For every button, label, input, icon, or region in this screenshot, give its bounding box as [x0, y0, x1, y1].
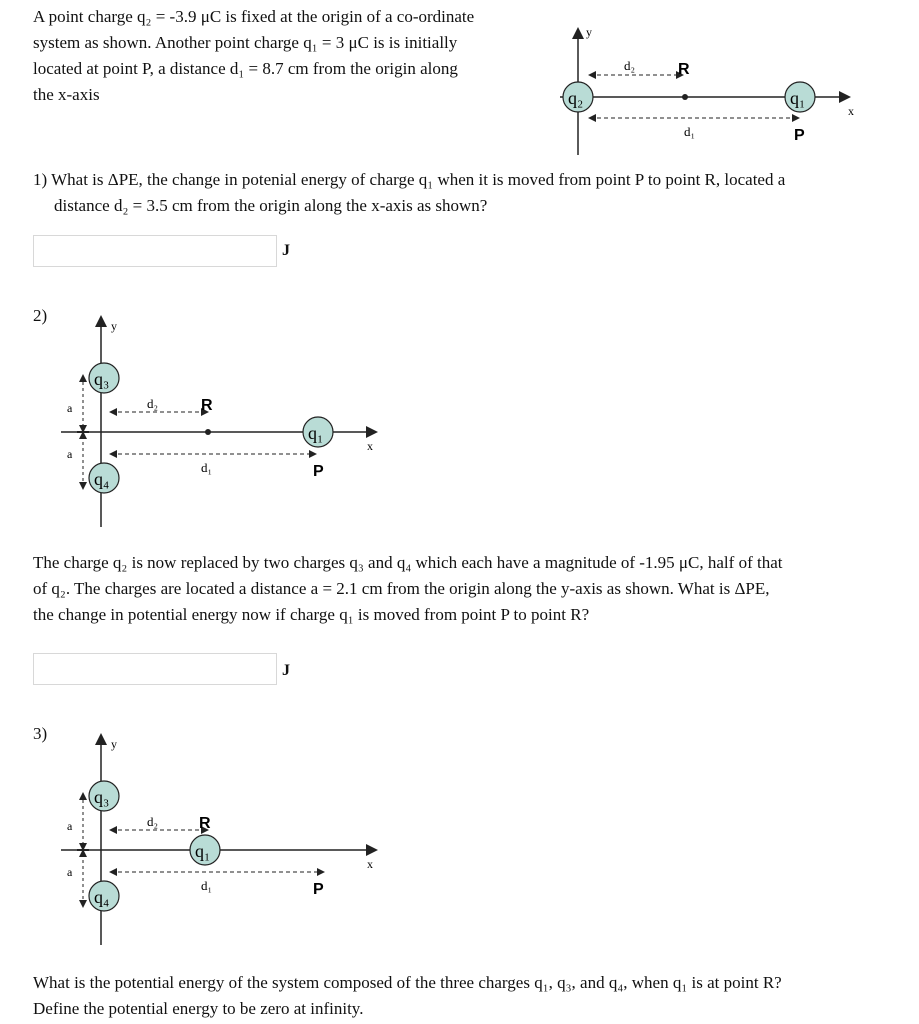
q3-label: q₃ [94, 787, 110, 807]
question-1-line: 1) What is ΔPE, the change in potenial energy of charge q₁ when it is moved from point P to point R, located a [33, 170, 786, 189]
point-p-label: P [313, 881, 324, 898]
figure-2-diagram [55, 312, 385, 532]
point-r-label: R [199, 815, 211, 832]
a-label-top: a [67, 401, 73, 415]
x-axis-label: x [848, 104, 854, 118]
d2-label: d₂ [624, 58, 636, 73]
q2-label: q₂ [568, 88, 584, 108]
question-2-text [33, 550, 903, 628]
q1-label: q₁ [195, 841, 211, 861]
question-2-number: 2) [33, 306, 48, 325]
point-p-label: P [313, 463, 324, 480]
question-2-line: of q₂. The charges are located a distance a = 2.1 cm from the origin along the y-axis as shown. What is ΔPE, [33, 579, 770, 598]
question-2-line: The charge q₂ is now replaced by two charges q₃ and q₄ which each have a magnitude of -1.95 μC, half of that [33, 553, 783, 572]
answer-2-input[interactable] [33, 653, 277, 685]
a-label-bottom: a [67, 865, 73, 879]
answer-2-unit: J [282, 662, 290, 679]
d1-label: d₁ [684, 124, 696, 139]
intro-line: the x-axis [33, 85, 100, 104]
question-3-number: 3) [33, 724, 48, 743]
question-1-text [33, 167, 903, 219]
q4-label: q₄ [94, 887, 110, 907]
point-r-marker [682, 94, 688, 100]
d2-label: d₂ [147, 396, 159, 411]
intro-line: system as shown. Another point charge q₁ = 3 μC is is initially [33, 33, 458, 52]
y-axis-label: y [111, 737, 117, 751]
q3-label: q₃ [94, 369, 110, 389]
question-2-line: the change in potential energy now if charge q₁ is moved from point P to point R? [33, 605, 590, 624]
a-label-top: a [67, 819, 73, 833]
point-r-label: R [678, 61, 690, 78]
x-axis-label: x [367, 439, 373, 453]
answer-1-unit: J [282, 242, 290, 259]
y-axis-label: y [586, 25, 592, 39]
point-p-label: P [794, 127, 805, 144]
question-1-line: distance d₂ = 3.5 cm from the origin along the x-axis as shown? [54, 196, 488, 215]
question-3-line: What is the potential energy of the system composed of the three charges q₁, q₃, and q₄, when q₁ is at point R? [33, 973, 782, 992]
question-3-line: Define the potential energy to be zero at infinity. [33, 999, 364, 1018]
figure-3-diagram [55, 730, 385, 950]
a-label-bottom: a [67, 447, 73, 461]
point-r-marker [205, 429, 211, 435]
d2-label: d₂ [147, 814, 159, 829]
question-3-text [33, 970, 903, 1022]
q1-label: q₁ [790, 88, 806, 108]
figure-1-diagram [540, 20, 880, 160]
point-r-label: R [201, 397, 213, 414]
intro-text [33, 4, 553, 108]
d1-label: d₁ [201, 460, 213, 475]
answer-1-input[interactable] [33, 235, 277, 267]
d1-label: d₁ [201, 878, 213, 893]
intro-line: located at point P, a distance d₁ = 8.7 cm from the origin along [33, 59, 458, 78]
x-axis-label: x [367, 857, 373, 871]
intro-line: A point charge q₂ = -3.9 μC is fixed at the origin of a co-ordinate [33, 7, 475, 26]
q1-label: q₁ [308, 423, 324, 443]
q4-label: q₄ [94, 469, 110, 489]
y-axis-label: y [111, 319, 117, 333]
